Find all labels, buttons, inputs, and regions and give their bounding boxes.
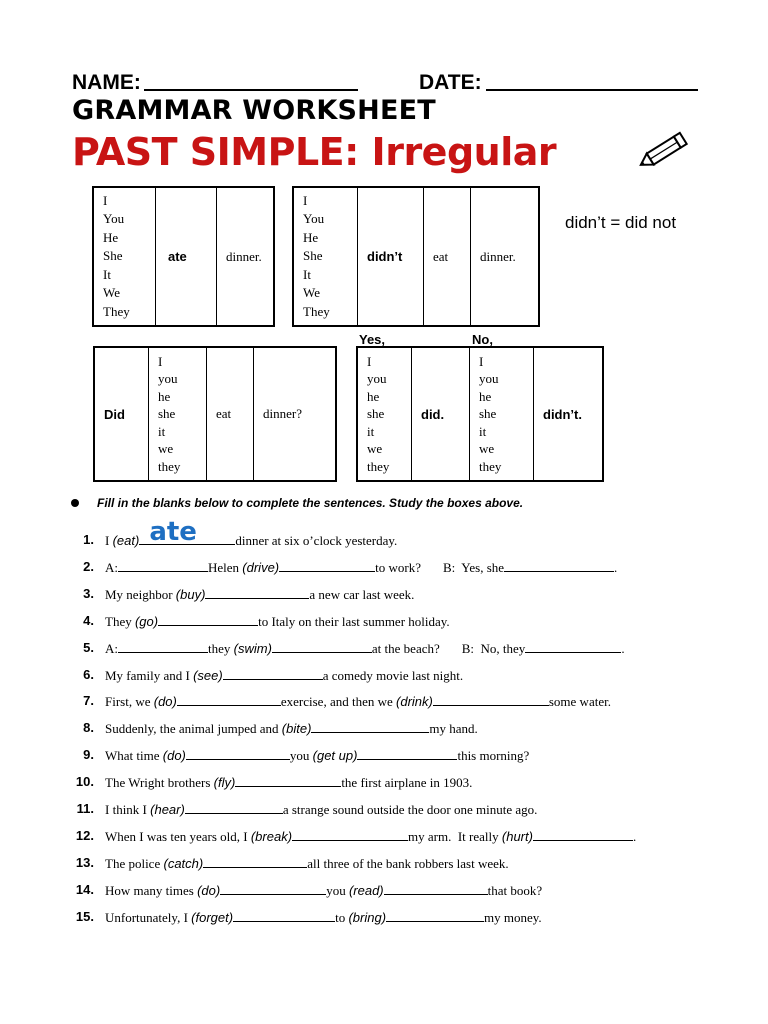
exercise-sentence [105,882,542,899]
answer-blank[interactable] [357,747,457,760]
sentence-text: I [105,533,113,548]
exercise-number: 14. [75,881,94,897]
exercise-sentence [105,517,398,549]
object-cell: dinner. [217,187,275,326]
answer-blank[interactable] [185,801,283,814]
answer-blank[interactable] [223,667,323,680]
exercise-sentence [105,613,450,630]
sentence-text: My neighbor [105,586,176,602]
exercise-sentence [105,747,529,764]
answer-blank[interactable] [118,640,208,653]
yes-subject-column: I you he she it we they [357,347,412,481]
verb-cell: eat [424,187,471,326]
sentence-text: Suddenly, the animal jumped and [105,721,282,737]
answer-blank[interactable] [272,640,372,653]
sentence-text: First, we [105,694,154,710]
sentence-text: A: [105,559,118,575]
pencil-icon [634,128,694,174]
sentence-text: to [335,909,349,925]
answer-blank[interactable] [525,640,621,653]
verb-hint: (get up) [312,748,358,764]
exercise-sentence [105,586,414,603]
verb-hint: (swim) [233,640,272,656]
sentence-text: I think I [105,802,151,817]
exercise-number: 6. [83,666,94,682]
sentence-text: at the beach? [371,640,440,656]
answer-blank[interactable] [292,828,408,841]
exercise-number: 10. [75,774,94,790]
subject-column: I You He She It We They [93,187,156,326]
answer-blank[interactable] [279,559,375,572]
sentence-text: some water. [548,694,611,710]
answer-blank[interactable] [433,693,549,706]
bullet-icon [71,499,79,507]
exercise-sentence [105,909,542,926]
aux-cell: Did [94,347,149,481]
answer-blank[interactable] [220,882,326,895]
answer-blank[interactable] [233,909,335,922]
exercise-sentence [105,801,537,818]
exercise-sentence [105,855,509,872]
exercise-number: 15. [75,908,94,924]
verb-hint: (hear) [150,802,185,817]
worksheet-title: GRAMMAR WORKSHEET [72,95,436,126]
instructions: Fill in the blanks below to complete the sentences. Study the boxes above. [97,496,524,510]
sentence-text: Unfortunately, I [105,909,192,925]
name-field-line[interactable] [144,89,358,91]
verb-hint: (do) [197,882,221,898]
verb-hint: (forget) [191,909,234,925]
answer-blank[interactable] [504,559,614,572]
handwritten-answer: ate [149,517,197,547]
sentence-text: you [289,748,313,764]
sentence-text: a comedy movie last night. [322,667,464,683]
exercise-number: 7. [83,693,94,709]
verb-hint: (drink) [396,694,433,710]
answer-blank[interactable] [186,747,290,760]
exercise-sentence [105,693,611,710]
sentence-text: The Wright brothers [105,775,214,791]
name-label: NAME: [72,71,141,94]
sentence-text: B: No, they [461,640,526,656]
sentence-text: this morning? [457,748,530,764]
sentence-text: . [614,559,618,575]
no-subject-column: I you he she it we they [470,347,534,481]
affirmative-table [92,186,275,327]
verb-hint: (go) [134,613,159,629]
exercise-number: 13. [75,854,94,870]
sentence-text: to Italy on their last summer holiday. [258,613,450,629]
exercise-number: 5. [83,639,94,655]
sentence-text: What time [105,748,163,764]
exercise-number: 8. [83,720,94,736]
exercise-sentence [105,774,472,791]
answer-blank[interactable] [533,828,633,841]
sentence-text: dinner at six o’clock yesterday. [235,533,398,548]
verb-hint: (catch) [163,855,204,871]
verb-hint: (fly) [213,775,236,791]
sentence-text: my hand. [429,721,478,737]
aux-cell: didn’t [358,187,424,326]
exercise-number: 2. [83,558,94,574]
sentence-text: the first airplane in 1903. [341,775,473,791]
exercise-number: 4. [83,612,94,628]
sentence-text: My family and I [105,667,194,683]
exercise-number: 12. [75,827,94,843]
short-answers-table [356,346,604,482]
answer-blank[interactable] [311,720,429,733]
answer-blank[interactable] [158,613,258,626]
sentence-text: they [208,640,234,656]
sentence-text: my arm. It really [408,828,502,844]
sentence-text: a strange sound outside the door one minute ago. [282,802,538,817]
verb-hint: (drive) [242,559,280,575]
verb-cell: ate [156,187,217,326]
sentence-text: exercise, and then we [280,694,397,710]
answer-blank[interactable] [203,855,307,868]
sentence-text: . [621,640,625,656]
exercise-sentence [105,828,636,845]
sentence-text: How many times [105,882,198,898]
exercise-sentence [105,667,463,684]
object-cell: dinner? [254,347,337,481]
exercise-sentence [105,559,617,576]
verb-hint: (hurt) [501,828,533,844]
question-table [93,346,337,482]
sentence-text: When I was ten years old, I [105,828,251,844]
exercise-number: 11. [76,801,94,816]
exercise-sentence [105,640,625,657]
yes-aux-cell: did. [412,347,470,481]
verb-cell: eat [207,347,254,481]
verb-hint: (bring) [348,909,387,925]
exercise-number: 1. [83,532,94,547]
exercise-number: 3. [83,585,94,601]
sentence-text: all three of the bank robbers last week. [307,855,509,871]
no-aux-cell: didn’t. [534,347,604,481]
sentence-text: A: [105,640,118,656]
sentence-text: B: Yes, she [443,559,505,575]
verb-hint: (do) [153,694,177,710]
didnt-definition-note: didn’t = did not [565,213,677,232]
verb-hint: (see) [193,667,223,683]
subject-column: I You He She It We They [293,187,358,326]
answer-blank[interactable] [384,882,488,895]
sentence-text: Helen [208,559,243,575]
sentence-text: to work? [375,559,421,575]
worksheet-subtitle: PAST SIMPLE: Irregular [72,130,557,174]
answer-blank[interactable] [386,909,484,922]
answer-blank[interactable] [118,559,208,572]
verb-hint: (read) [348,882,384,898]
verb-hint: (break) [250,828,293,844]
no-label: No, [472,332,493,347]
verb-hint: (buy) [175,586,206,602]
verb-hint: (eat) [112,533,140,548]
date-field-line[interactable] [486,89,698,91]
sentence-text: They [105,613,135,629]
subject-column: I you he she it we they [149,347,207,481]
answer-blank[interactable] [177,693,281,706]
sentence-text: a new car last week. [309,586,415,602]
sentence-text: that book? [487,882,543,898]
object-cell: dinner. [471,187,540,326]
yes-label: Yes, [359,332,386,347]
answer-blank[interactable] [139,517,235,547]
sentence-text: . [632,828,637,844]
negative-table [292,186,540,327]
verb-hint: (bite) [281,721,312,737]
sentence-text: my money. [484,909,542,925]
answer-blank[interactable] [205,586,309,599]
date-label: DATE: [419,71,482,94]
exercise-sentence [105,720,478,737]
exercise-number: 9. [83,747,94,763]
sentence-text: you [326,882,349,898]
sentence-text: The police [105,855,164,871]
answer-blank[interactable] [235,774,341,787]
verb-hint: (do) [162,748,186,764]
